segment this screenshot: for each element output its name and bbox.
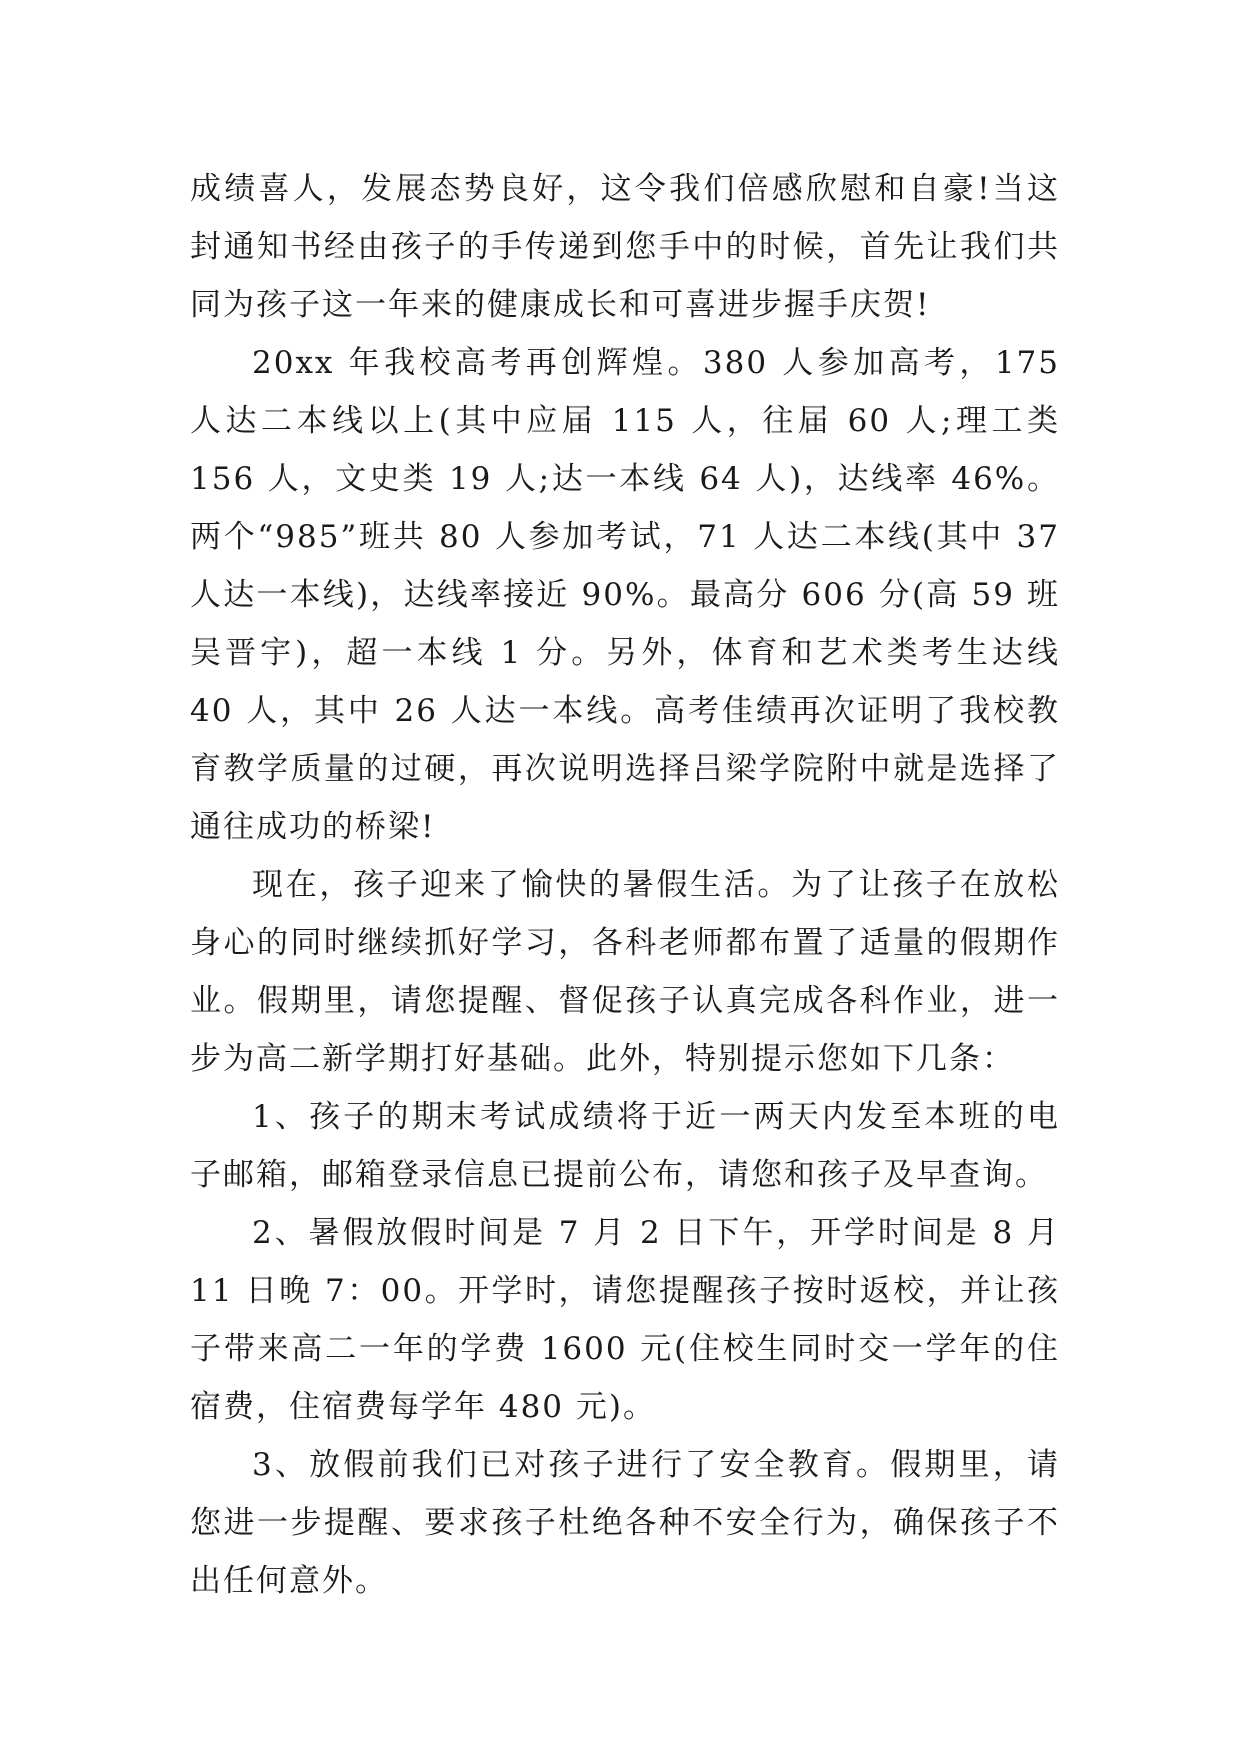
notice-item-1: 1、孩子的期末考试成绩将于近一两天内发至本班的电子邮箱，邮箱登录信息已提前公布，请您和孩子及早查询。 bbox=[190, 1099, 1060, 1193]
notice-item-2: 2、暑假放假时间是 7 月 2 日下午，开学时间是 8 月 11 日晚 7：00。开学时，请您提醒孩子按时返校，并让孩子带来高二一年的学费 1600 元(住校生同时交一学年的住宿费，住宿费每学年 480 元)。 bbox=[190, 1215, 1060, 1425]
paragraph-intro-continued: 成绩喜人，发展态势良好，这令我们倍感欣慰和自豪!当这封通知书经由孩子的手传递到您手中的时候，首先让我们共同为孩子这一年来的健康成长和可喜进步握手庆贺! bbox=[190, 171, 1060, 323]
notice-item-3: 3、放假前我们已对孩子进行了安全教育。假期里，请您进一步提醒、要求孩子杜绝各种不安全行为，确保孩子不出任何意外。 bbox=[190, 1447, 1060, 1599]
paragraph-summer-vacation: 现在，孩子迎来了愉快的暑假生活。为了让孩子在放松身心的同时继续抓好学习，各科老师都布置了适量的假期作业。假期里，请您提醒、督促孩子认真完成各科作业，进一步为高二新学期打好基础。此外，特别提示您如下几条： bbox=[190, 867, 1060, 1077]
document-body bbox=[190, 160, 1060, 1610]
paragraph-exam-results: 20xx 年我校高考再创辉煌。380 人参加高考，175 人达二本线以上(其中应届 115 人，往届 60 人;理工类 156 人，文史类 19 人;达一本线 64 人)，达线率 46%。两个“985”班共 80 人参加考试，71 人达二本线(其中 37 人达一本线)，达线率接近 90%。最高分 606 分(高 59 班吴晋宇)，超一本线 1 分。另外，体育和艺术类考生达线 40 人，其中 26 人达一本线。高考佳绩再次证明了我校教育教学质量的过硬，再次说明选择吕梁学院附中就是选择了通往成功的桥梁! bbox=[190, 345, 1060, 845]
